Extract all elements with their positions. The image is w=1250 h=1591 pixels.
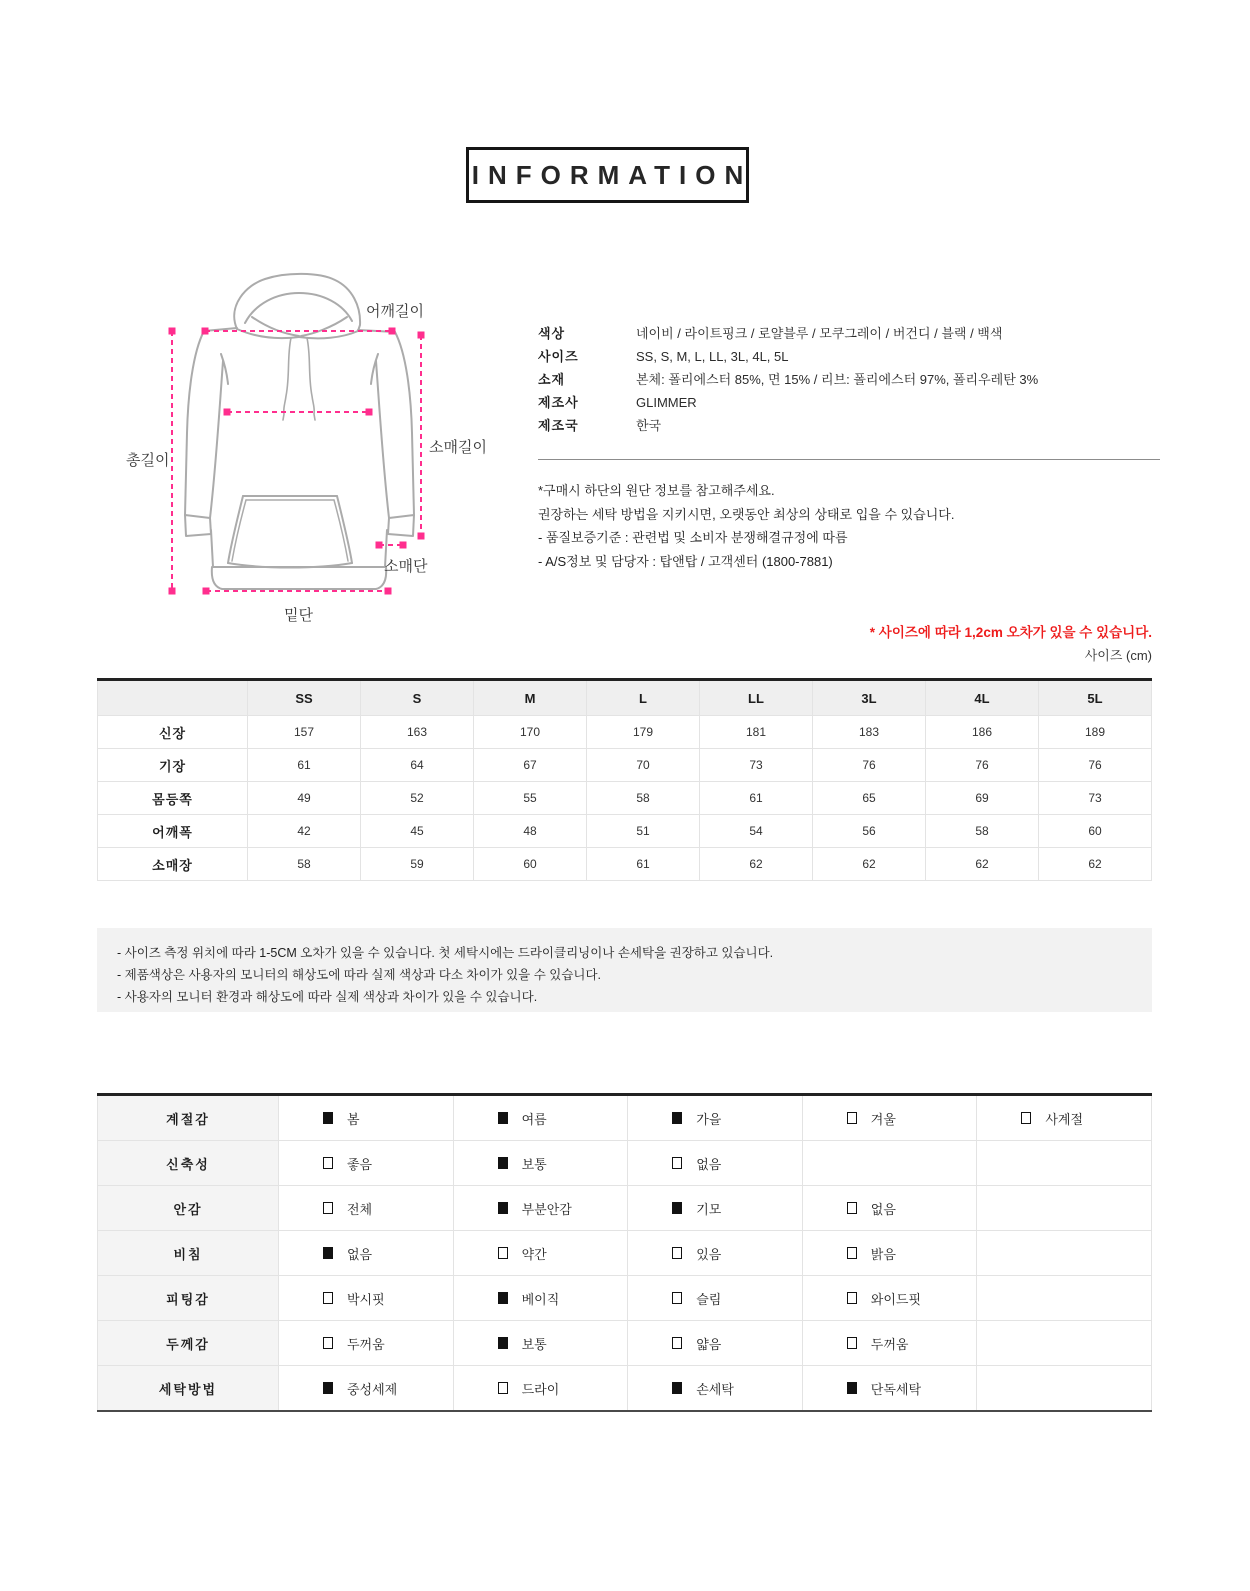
attribute-row-label: 세탁방법 — [98, 1366, 279, 1412]
checkbox-checked-icon — [323, 1247, 333, 1259]
size-value-cell: 179 — [587, 716, 700, 749]
size-value-cell: 45 — [361, 815, 474, 848]
attribute-option — [323, 1199, 452, 1218]
size-value-cell: 62 — [926, 848, 1039, 881]
product-info-row — [538, 345, 1163, 368]
size-value-cell: 58 — [248, 848, 361, 881]
attribute-option — [498, 1289, 627, 1308]
attribute-option-label: 가을 — [696, 1111, 722, 1127]
attribute-option — [498, 1379, 627, 1398]
attribute-option — [672, 1154, 801, 1173]
checkbox-unchecked-icon — [323, 1292, 333, 1304]
attribute-option-label: 와이드핏 — [870, 1291, 922, 1307]
checkbox-unchecked-icon — [498, 1382, 508, 1394]
size-column-header: 5L — [1039, 680, 1152, 716]
attribute-option — [847, 1379, 976, 1398]
attribute-cell — [802, 1276, 977, 1321]
hoodie-measurement-diagram — [100, 268, 525, 636]
attribute-option — [323, 1289, 452, 1308]
checkbox-checked-icon — [498, 1337, 508, 1349]
attribute-cell — [802, 1141, 977, 1186]
product-info — [538, 322, 1163, 437]
care-note-line: - 사용자의 모니터 환경과 해상도에 따라 실제 색상과 차이가 있을 수 있습니다. — [117, 990, 538, 1004]
attribute-cell — [802, 1186, 977, 1231]
size-value-cell: 76 — [926, 749, 1039, 782]
attribute-option — [672, 1334, 801, 1353]
checkbox-unchecked-icon — [672, 1247, 682, 1259]
attribute-option-label: 좋음 — [347, 1156, 373, 1172]
diagram-label-sleeve-length: 소매길이 — [429, 439, 487, 456]
size-row-label: 신장 — [98, 716, 248, 749]
size-value-cell: 62 — [700, 848, 813, 881]
size-value-cell: 64 — [361, 749, 474, 782]
size-value-cell: 52 — [361, 782, 474, 815]
care-note-line: - 사이즈 측정 위치에 따라 1-5CM 오차가 있을 수 있습니다. 첫 세탁시에는 드라이클리닝이나 손세탁을 권장하고 있습니다. — [117, 946, 774, 960]
attribute-option — [498, 1244, 627, 1263]
attribute-cell — [279, 1321, 454, 1366]
size-value-cell: 181 — [700, 716, 813, 749]
checkbox-unchecked-icon — [1021, 1112, 1031, 1124]
product-info-value: SS, S, M, L, LL, 3L, 4L, 5L — [636, 349, 789, 364]
attribute-option-label: 단독세탁 — [870, 1381, 922, 1397]
product-info-value: 한국 — [636, 418, 662, 433]
attribute-option — [498, 1154, 627, 1173]
checkbox-checked-icon — [672, 1112, 682, 1124]
attribute-option-label: 부분안감 — [521, 1201, 572, 1217]
checkbox-unchecked-icon — [847, 1337, 857, 1349]
attribute-cell — [977, 1366, 1152, 1412]
size-value-cell: 76 — [1039, 749, 1152, 782]
checkbox-unchecked-icon — [672, 1292, 682, 1304]
attribute-row — [98, 1321, 1152, 1366]
checkbox-checked-icon — [498, 1202, 508, 1214]
checkbox-unchecked-icon — [847, 1202, 857, 1214]
size-value-cell: 60 — [1039, 815, 1152, 848]
attribute-option-label: 박시핏 — [347, 1291, 385, 1307]
diagram-label-hem: 밑단 — [284, 607, 313, 624]
checkbox-checked-icon — [498, 1292, 508, 1304]
size-value-cell: 76 — [813, 749, 926, 782]
size-value-cell: 42 — [248, 815, 361, 848]
size-value-cell: 60 — [474, 848, 587, 881]
product-info-value: 네이비 / 라이트핑크 / 로얄블루 / 모쿠그레이 / 버건디 / 블랙 / 백색 — [636, 326, 1003, 341]
size-table-row — [98, 716, 1152, 749]
size-value-cell: 170 — [474, 716, 587, 749]
attribute-option — [847, 1334, 976, 1353]
attribute-cell — [628, 1186, 803, 1231]
attribute-cell — [802, 1095, 977, 1141]
attribute-cell — [279, 1186, 454, 1231]
size-column-header: LL — [700, 680, 813, 716]
size-row-label: 소매장 — [98, 848, 248, 881]
attribute-cell — [977, 1231, 1152, 1276]
attribute-option-label: 약간 — [521, 1246, 547, 1262]
attribute-cell — [453, 1095, 628, 1141]
attribute-option — [323, 1334, 452, 1353]
checkbox-checked-icon — [672, 1382, 682, 1394]
attribute-cell — [279, 1141, 454, 1186]
attribute-option-label: 겨울 — [870, 1111, 896, 1127]
attribute-option-label: 사계절 — [1045, 1111, 1084, 1127]
size-row-label: 기장 — [98, 749, 248, 782]
size-table-row — [98, 815, 1152, 848]
product-note-line: - A/S정보 및 담당자 : 탑앤탑 / 고객센터 (1800-7881) — [538, 553, 833, 569]
diagram-label-shoulder: 어깨길이 — [366, 303, 424, 320]
size-value-cell: 51 — [587, 815, 700, 848]
size-value-cell: 61 — [587, 848, 700, 881]
diagram-label-sleeve-cuff: 소매단 — [384, 558, 428, 575]
size-value-cell: 186 — [926, 716, 1039, 749]
attribute-option-label: 얇음 — [696, 1336, 722, 1352]
attribute-option-label: 밝음 — [870, 1246, 896, 1262]
size-column-header: 3L — [813, 680, 926, 716]
size-column-header: L — [587, 680, 700, 716]
attribute-option — [672, 1289, 801, 1308]
checkbox-unchecked-icon — [847, 1292, 857, 1304]
attribute-cell — [977, 1276, 1152, 1321]
product-info-label: 제조사 — [538, 395, 579, 410]
product-info-label: 소재 — [538, 372, 566, 387]
attribute-cell — [802, 1366, 977, 1412]
attribute-option — [323, 1244, 452, 1263]
attribute-cell — [453, 1186, 628, 1231]
attribute-option-label: 보통 — [521, 1156, 547, 1172]
checkbox-unchecked-icon — [847, 1247, 857, 1259]
size-value-cell: 70 — [587, 749, 700, 782]
size-value-cell: 55 — [474, 782, 587, 815]
attribute-cell — [279, 1276, 454, 1321]
attribute-cell — [628, 1276, 803, 1321]
size-value-cell: 59 — [361, 848, 474, 881]
attribute-option — [672, 1379, 801, 1398]
attribute-option-label: 슬림 — [696, 1291, 722, 1307]
attribute-cell — [453, 1141, 628, 1186]
size-value-cell: 56 — [813, 815, 926, 848]
size-value-cell: 183 — [813, 716, 926, 749]
checkbox-checked-icon — [672, 1202, 682, 1214]
attribute-option-label: 없음 — [696, 1156, 722, 1172]
page-title: INFORMATION — [471, 159, 753, 190]
attribute-cell — [628, 1231, 803, 1276]
attribute-cell — [279, 1095, 454, 1141]
attribute-cell — [628, 1141, 803, 1186]
product-info-row — [538, 322, 1163, 345]
product-info-label: 사이즈 — [538, 349, 579, 364]
attribute-option-label: 여름 — [521, 1111, 547, 1127]
checkbox-unchecked-icon — [672, 1337, 682, 1349]
care-note-line: - 제품색상은 사용자의 모니터의 해상도에 따라 실제 색상과 다소 차이가 있을 수 있습니다. — [117, 968, 602, 982]
attribute-option — [1021, 1109, 1150, 1128]
attribute-option — [498, 1109, 627, 1128]
size-table-corner-cell — [98, 680, 248, 716]
size-value-cell: 58 — [587, 782, 700, 815]
attribute-cell — [279, 1366, 454, 1412]
size-column-header: S — [361, 680, 474, 716]
checkbox-unchecked-icon — [323, 1157, 333, 1169]
attribute-row-label: 비침 — [98, 1231, 279, 1276]
attribute-option-label: 두꺼움 — [347, 1336, 385, 1352]
size-table-row — [98, 782, 1152, 815]
attribute-cell — [802, 1231, 977, 1276]
attribute-option-label: 중성세제 — [347, 1381, 398, 1397]
attribute-option — [672, 1244, 801, 1263]
size-value-cell: 58 — [926, 815, 1039, 848]
checkbox-checked-icon — [847, 1382, 857, 1394]
size-column-header: M — [474, 680, 587, 716]
attribute-row-label: 신축성 — [98, 1141, 279, 1186]
product-note-line: *구매시 하단의 원단 정보를 참고해주세요. — [538, 483, 775, 498]
attribute-option-label: 기모 — [696, 1201, 722, 1217]
product-info-row — [538, 368, 1163, 391]
info-divider — [538, 459, 1160, 460]
size-value-cell: 54 — [700, 815, 813, 848]
attribute-row-label: 피팅감 — [98, 1276, 279, 1321]
checkbox-checked-icon — [498, 1157, 508, 1169]
attribute-cell — [453, 1366, 628, 1412]
size-value-cell: 73 — [700, 749, 813, 782]
checkbox-checked-icon — [498, 1112, 508, 1124]
product-info-label: 색상 — [538, 326, 566, 341]
attribute-option — [323, 1154, 452, 1173]
attribute-cell — [977, 1321, 1152, 1366]
attribute-row — [98, 1186, 1152, 1231]
page-title-box — [466, 147, 753, 203]
product-info-row — [538, 391, 1163, 414]
checkbox-unchecked-icon — [672, 1157, 682, 1169]
attribute-option — [498, 1199, 627, 1218]
attribute-cell — [628, 1366, 803, 1412]
size-value-cell: 48 — [474, 815, 587, 848]
attribute-cell — [453, 1276, 628, 1321]
attribute-option — [323, 1109, 452, 1128]
size-value-cell: 67 — [474, 749, 587, 782]
size-table — [97, 678, 1152, 881]
product-info-value: GLIMMER — [636, 395, 697, 410]
attribute-row — [98, 1366, 1152, 1412]
size-value-cell: 65 — [813, 782, 926, 815]
attribute-cell — [802, 1321, 977, 1366]
attribute-row — [98, 1141, 1152, 1186]
attribute-option — [847, 1109, 976, 1128]
attribute-option — [847, 1289, 976, 1308]
checkbox-unchecked-icon — [847, 1112, 857, 1124]
attribute-option-label: 베이직 — [521, 1291, 560, 1307]
attribute-option-label: 두꺼움 — [870, 1336, 909, 1352]
checkbox-unchecked-icon — [498, 1247, 508, 1259]
attribute-cell — [628, 1095, 803, 1141]
size-value-cell: 189 — [1039, 716, 1152, 749]
attribute-option — [672, 1109, 801, 1128]
attribute-cell — [453, 1321, 628, 1366]
attribute-cell — [453, 1231, 628, 1276]
attribute-row-label: 안감 — [98, 1186, 279, 1231]
size-value-cell: 73 — [1039, 782, 1152, 815]
product-info-label: 제조국 — [538, 418, 579, 433]
attribute-cell — [279, 1231, 454, 1276]
size-column-header: SS — [248, 680, 361, 716]
size-value-cell: 49 — [248, 782, 361, 815]
attribute-option — [323, 1379, 452, 1398]
product-note-line: - 품질보증기준 : 관련법 및 소비자 분쟁해결규정에 따름 — [538, 530, 848, 545]
attribute-option — [847, 1244, 976, 1263]
attribute-option-label: 전체 — [347, 1201, 373, 1217]
product-info-value: 본체: 폴리에스터 85%, 면 15% / 리브: 폴리에스터 97%, 폴리우레탄 3% — [636, 372, 1039, 387]
attribute-option — [498, 1334, 627, 1353]
attribute-option-label: 손세탁 — [696, 1381, 734, 1397]
attribute-option-label: 보통 — [521, 1336, 547, 1352]
attribute-row — [98, 1095, 1152, 1141]
attribute-option-label: 없음 — [870, 1201, 896, 1217]
attribute-cell — [977, 1186, 1152, 1231]
attribute-table — [97, 1093, 1152, 1412]
attribute-cell — [977, 1141, 1152, 1186]
attribute-option-label: 봄 — [347, 1111, 360, 1127]
size-value-cell: 61 — [700, 782, 813, 815]
product-note-line: 권장하는 세탁 방법을 지키시면, 오랫동안 최상의 상태로 입을 수 있습니다. — [538, 506, 955, 522]
size-tolerance-warning: * 사이즈에 따라 1,2cm 오차가 있을 수 있습니다. — [869, 625, 1152, 640]
checkbox-checked-icon — [323, 1382, 333, 1394]
size-row-label: 어깨폭 — [98, 815, 248, 848]
attribute-option-label: 있음 — [696, 1246, 722, 1262]
attribute-row — [98, 1276, 1152, 1321]
checkbox-checked-icon — [323, 1112, 333, 1124]
size-row-label: 몸등쪽 — [98, 782, 248, 815]
care-notes-box — [97, 928, 1152, 1012]
checkbox-unchecked-icon — [323, 1202, 333, 1214]
attribute-option-label: 드라이 — [521, 1381, 560, 1397]
size-value-cell: 62 — [813, 848, 926, 881]
attribute-cell — [977, 1095, 1152, 1141]
attribute-row — [98, 1231, 1152, 1276]
attribute-option-label: 없음 — [347, 1246, 373, 1262]
size-value-cell: 61 — [248, 749, 361, 782]
size-column-header: 4L — [926, 680, 1039, 716]
size-table-row — [98, 749, 1152, 782]
product-info-notes — [538, 479, 1188, 573]
attribute-row-label: 계절감 — [98, 1095, 279, 1141]
size-table-row — [98, 848, 1152, 881]
attribute-cell — [628, 1321, 803, 1366]
size-value-cell: 163 — [361, 716, 474, 749]
size-unit-label: 사이즈 (cm) — [1084, 648, 1152, 663]
size-value-cell: 62 — [1039, 848, 1152, 881]
attribute-option — [672, 1199, 801, 1218]
checkbox-unchecked-icon — [323, 1337, 333, 1349]
diagram-label-total-length: 총길이 — [126, 452, 170, 469]
attribute-row-label: 두께감 — [98, 1321, 279, 1366]
product-info-row — [538, 414, 1163, 437]
size-value-cell: 69 — [926, 782, 1039, 815]
size-value-cell: 157 — [248, 716, 361, 749]
attribute-option — [847, 1199, 976, 1218]
